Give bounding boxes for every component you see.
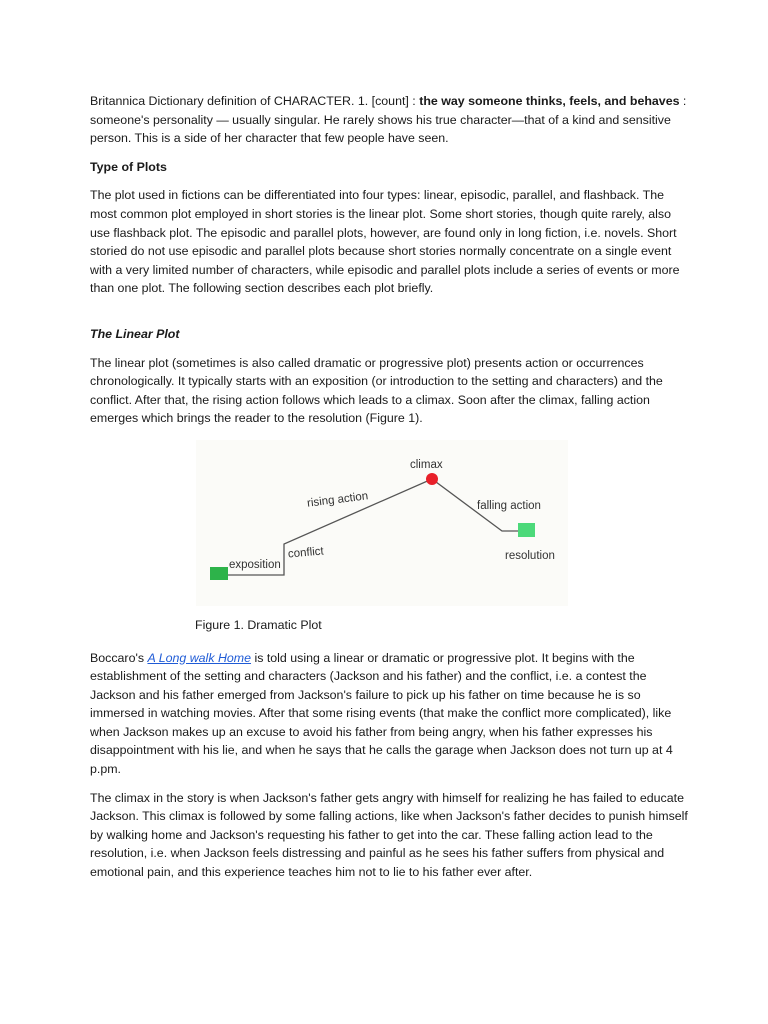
label-rising-action: rising action (306, 490, 369, 510)
definition-prefix: Britannica Dictionary definition of CHARACTER. 1. [count] : (90, 94, 420, 108)
label-climax: climax (410, 458, 443, 471)
definition-bold: the way someone thinks, feels, and behaves (419, 94, 680, 108)
heading-types-of-plots: Type of Plots (90, 159, 167, 174)
label-conflict: conflict (287, 545, 325, 561)
document-page (90, 92, 690, 892)
definition-rest: : someone's personality — usually singular. He rarely shows his true character—that of a kind and sensitive person. This is a side of her character that few people have seen. (90, 94, 687, 146)
dramatic-plot-diagram (196, 440, 568, 606)
paragraph-climax: The climax in the story is when Jackson's father gets angry with himself for realizing he has failed to educate Jackson. This climax is followed by some falling actions, like when Jackson's father decides to punish himself by walking home and Jackson's requesting his father to get into the car. These falling action lead to the resolution, i.e. when Jackson feels distressing and painful as he sees his father suffers from physical and emotional pain, and this experience teaches him not to lie to his father ever after. (90, 790, 688, 880)
paragraph-plot-types: The plot used in fictions can be differentiated into four types: linear, episodic, parallel, and flashback. The most common plot employed in short stories is the linear plot. Some short stories, though quite rarely, also use flashback plot. The episodic and parallel plots, however, are found only in long fiction, i.e. novels. Short storied do not use episodic and parallel plots because short stories normally concentrate on a single event with a very limited number of characters, while episodic and parallel plots include a series of events or more than one plot. The following section describes each plot briefly. (90, 188, 680, 296)
definition-paragraph (90, 92, 690, 148)
paragraph-linear-plot: The linear plot (sometimes is also called dramatic or progressive plot) presents action or occurrences chronologically. It typically starts with an exposition (or introduction to the setting and characters) and the conflict. After that, the rising action follows which leads to a climax. Soon after the climax, falling action emerges which brings the reader to the resolution (Figure 1). (90, 355, 663, 426)
exposition-marker (210, 567, 228, 580)
story-title-link[interactable]: A Long walk Home (147, 650, 252, 665)
climax-marker (426, 473, 438, 485)
figure-caption: Figure 1. Dramatic Plot (195, 617, 322, 632)
heading-linear-plot: The Linear Plot (90, 326, 180, 341)
resolution-marker (518, 523, 535, 537)
paragraph-boccaro (90, 649, 690, 779)
boccaro-rest: is told using a linear or dramatic or progressive plot. It begins with the establishment of the setting and characters (Jackson and his father) and the conflict, i.e. a contest the Jackson and his father emerged from Jackson's failure to pick up his father on time because he is so immersed in watching movies. After that some rising events (that make the conflict more complicated), like when Jackson makes up an excuse to avoid his father from being angry, when his father expresses his disappointment with his lie, and when he says that he calls the garage when Jackson does not turn up at 4 p.pm. (90, 650, 673, 777)
label-resolution: resolution (505, 549, 555, 562)
label-exposition: exposition (229, 558, 281, 571)
label-falling-action: falling action (477, 499, 541, 512)
dramatic-plot-figure (196, 440, 568, 606)
boccaro-prefix: Boccaro's (90, 650, 148, 665)
